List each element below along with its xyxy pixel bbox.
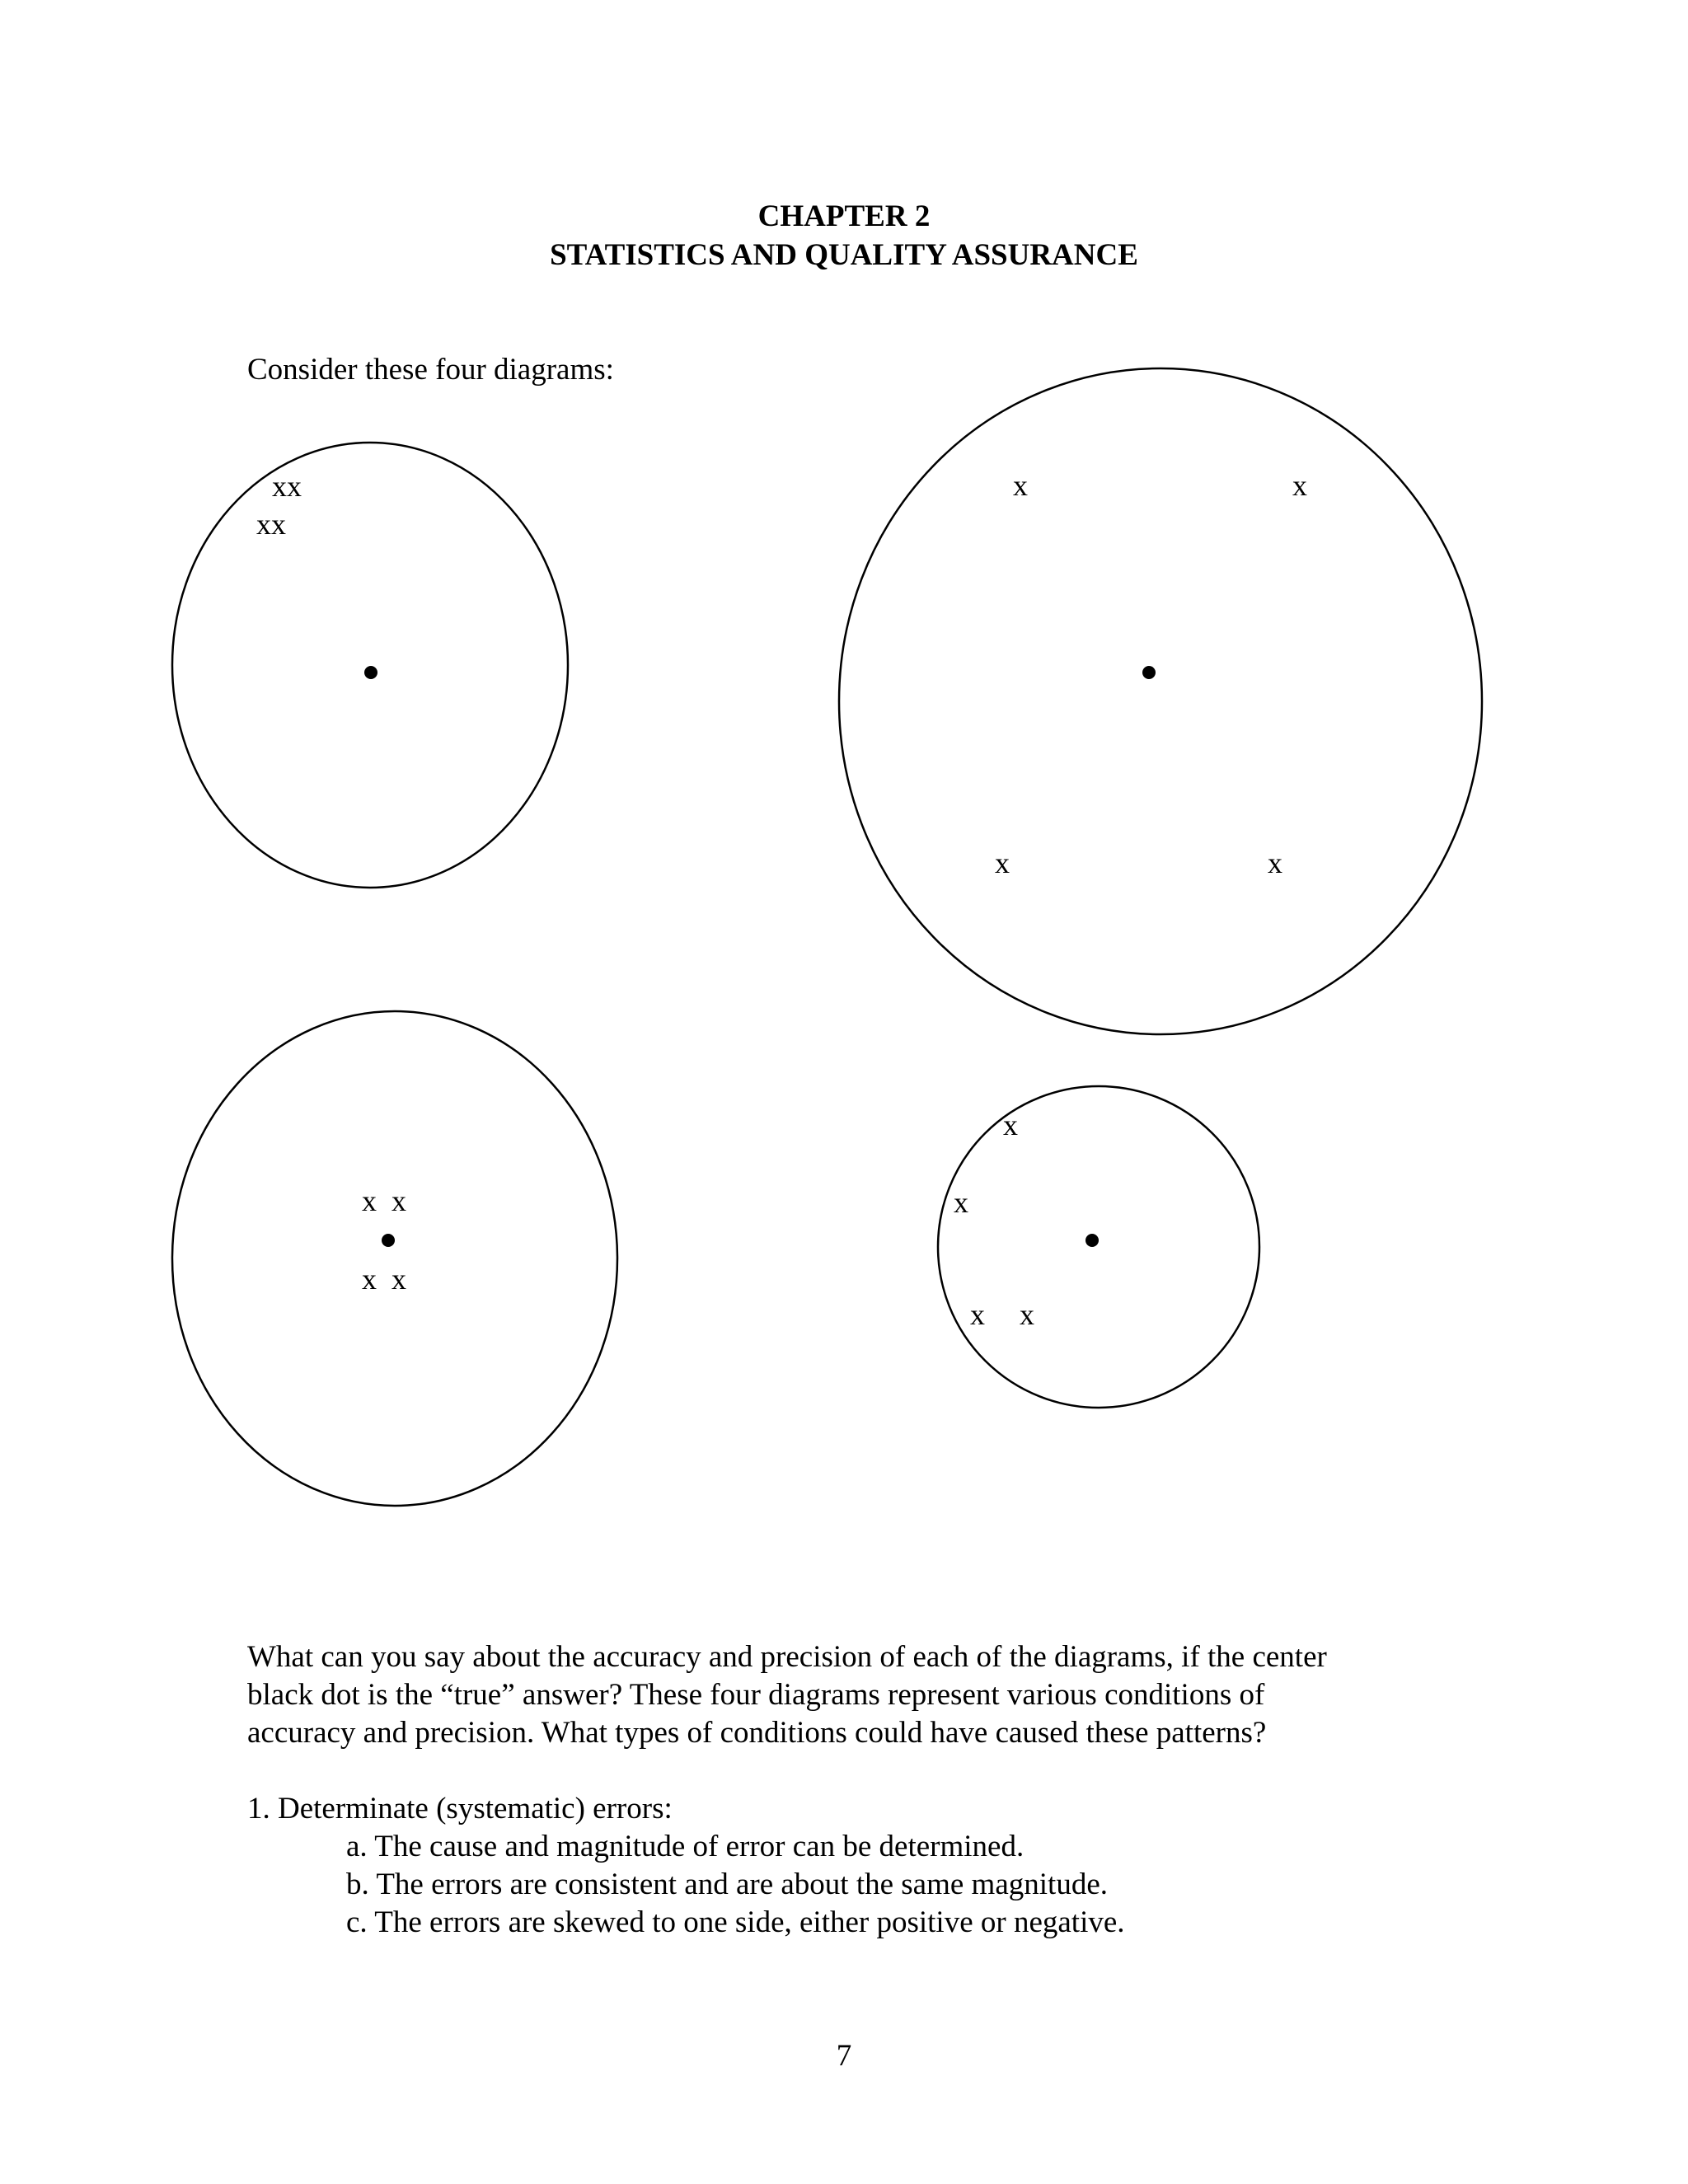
diagram-bottom-left [172,1011,617,1506]
target-circle [172,443,568,888]
question-text-line: black dot is the “true” answer? These four diagrams represent various conditions of [247,1678,1265,1712]
target-circle [172,1011,617,1506]
measurement-mark: x [970,1298,985,1331]
list-item: 1. Determinate (systematic) errors: [247,1792,673,1825]
list-subitem: b. The errors are consistent and are about the same magnitude. [346,1868,1108,1901]
measurement-mark-pair: x x [362,1184,406,1217]
target-circle [938,1086,1259,1408]
measurement-mark: x [995,846,1010,879]
page-number: 7 [836,2039,852,2073]
diagram-top-right [839,368,1482,1034]
measurement-mark: x [1268,846,1282,879]
true-value-dot [1085,1234,1099,1247]
measurement-mark: x [1292,469,1307,502]
intro-text: Consider these four diagrams: [247,353,614,387]
true-value-dot [364,666,377,679]
diagram-bottom-right [938,1086,1259,1408]
list-subitem: a. The cause and magnitude of error can be determined. [346,1830,1025,1863]
target-circle [839,368,1482,1034]
measurement-mark: x [1003,1108,1018,1141]
measurement-mark: xx [256,508,286,541]
chapter-number: CHAPTER 2 [757,199,931,233]
chapter-title: STATISTICS AND QUALITY ASSURANCE [550,238,1138,272]
true-value-dot [382,1234,395,1247]
question-text-line: accuracy and precision. What types of conditions could have caused these patterns? [247,1716,1267,1750]
measurement-mark: x [954,1186,968,1219]
measurement-mark-pair: x x [362,1263,406,1296]
measurement-mark: xx [272,470,302,503]
list-subitem: c. The errors are skewed to one side, either positive or negative. [346,1905,1125,1939]
question-text-line: What can you say about the accuracy and precision of each of the diagrams, if the center [247,1640,1327,1674]
true-value-dot [1142,666,1156,679]
measurement-mark: x [1020,1298,1034,1331]
diagram-top-left [172,443,568,888]
measurement-mark: x [1013,469,1028,502]
